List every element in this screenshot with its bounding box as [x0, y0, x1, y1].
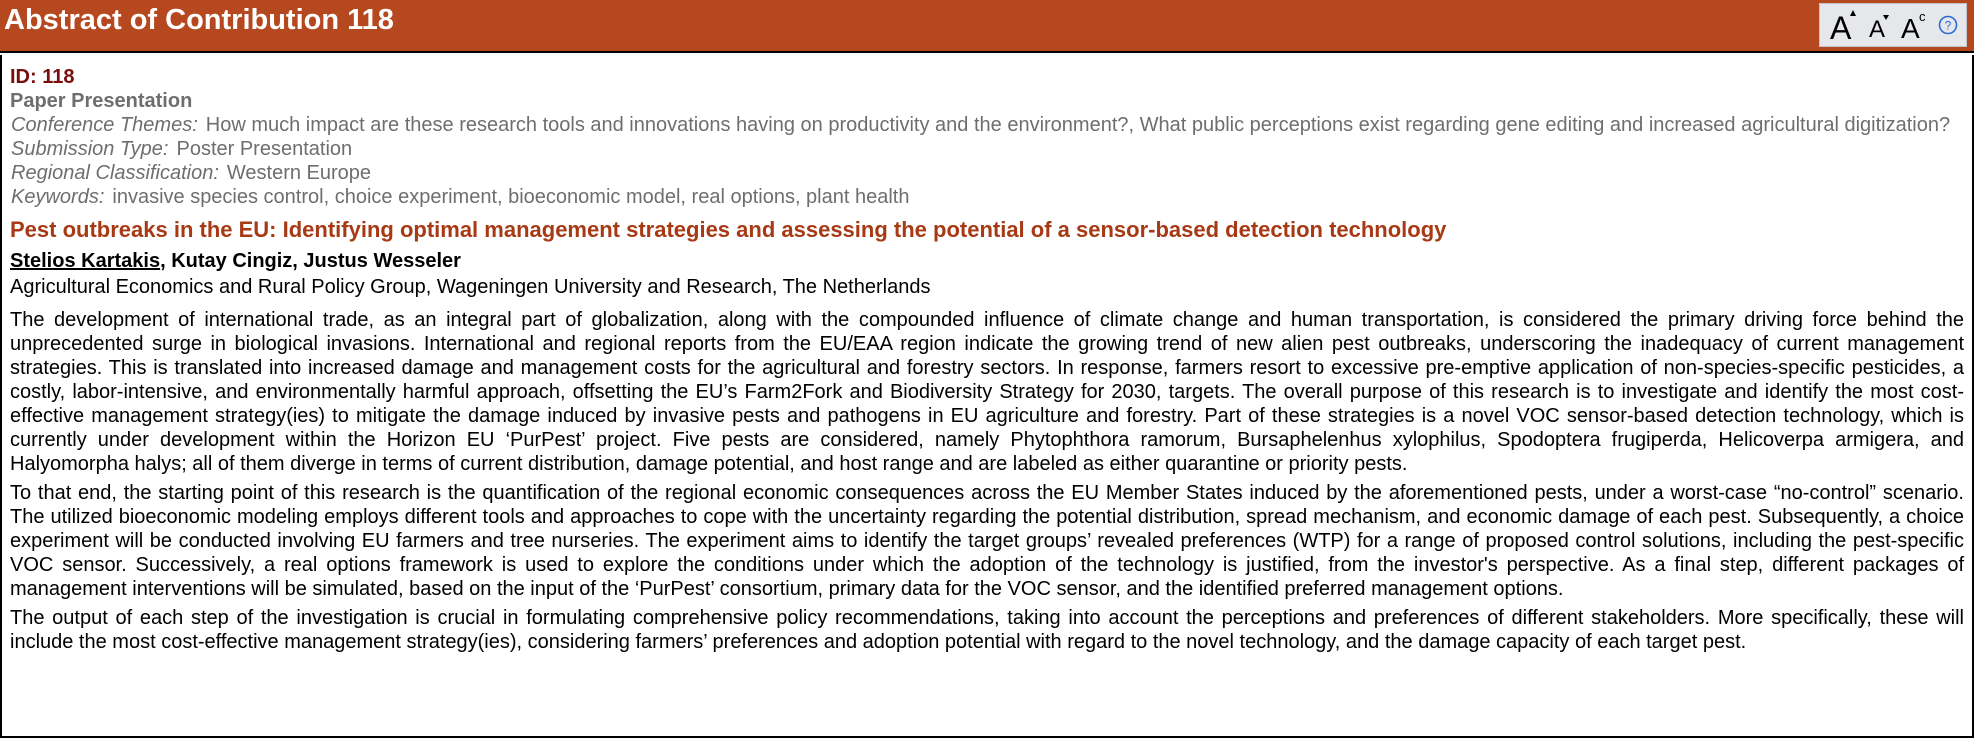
font-size-toolbar — [1819, 3, 1967, 47]
conference-themes — [10, 113, 1964, 137]
decrease-font-icon[interactable] — [1867, 10, 1891, 40]
submission-type-label: Submission Type: — [11, 138, 169, 160]
coauthors: , Kutay Cingiz, Justus Wesseler — [160, 250, 461, 272]
abstract-paragraph: The development of international trade, as an integral part of globalization, along with the compounded influence of climate change and human transportation, is considered the primary driving force behind the unprecedented surge in biological invasions. International and regional reports from the EU/EAA region indicate the growing trend of new alien pest outbreaks, underscoring the inadequacy of current management strategies. This is translated into increased damage and management costs for the agricultural and forestry sectors. In response, farmers resort to excessive pre-emptive application of non-species-specific pesticides, a costly, labor-intensive, and environmentally harmful approach, offsetting the EU’s Farm2Fork and Biodiversity Strategy for 2030, targets. The overall purpose of this research is to investigate and identify the most cost-effective management strategy(ies) to mitigate the damage induced by invasive pests and pathogens in EU agriculture and forestry. Part of these strategies is a novel VOC sensor-based detection technology, which is currently under development within the Horizon EU ‘PurPest’ project. Five pests are considered, namely Phytophthora ramorum, Bursaphelenhus xylophilus, Spodoptera frugiperda, Helicoverpa armigera, and Halyomorpha halys; all of them diverge in terms of current distribution, damage potential, and host range and are labeled as either quarantine or priority pests. — [10, 309, 1964, 475]
svg-text:A: A — [1901, 13, 1920, 41]
keywords-label: Keywords: — [11, 186, 105, 208]
keywords — [10, 185, 1964, 209]
help-icon[interactable] — [1938, 15, 1958, 35]
paper-title: Pest outbreaks in the EU: Identifying optimal management strategies and assessing the potential of a sensor-based detection technology — [10, 217, 1447, 242]
increase-font-icon[interactable] — [1828, 8, 1858, 42]
presenting-author: Stelios Kartakis — [10, 250, 161, 272]
abstract-paragraph: To that end, the starting point of this research is the quantification of the regional economic consequences across the EU Member States induced by the aforementioned pests, under a worst-case “no-control” scenario. The utilized bioeconomic modeling employs different tools and approaches to cope with the uncertainty regarding the potential distribution, spread mechanism, and economic damage of each pest. Subsequently, a choice experiment will be conducted involving EU farmers and tree nurseries. The experiment aims to identify the target groups’ revealed preferences (WTP) for a range of proposed control solutions, including the pest-specific VOC sensor. Successively, a real options framework is used to explore the conditions under which the adoption of the technology is justified, from the investor's perspective. As a final step, different packages of management interventions will be simulated, based on the input of the ‘PurPest’ consortium, primary data for the VOC sensor, and the identified preferred management options. — [10, 482, 1964, 600]
author-list — [10, 249, 1964, 273]
page-header — [0, 0, 1974, 53]
svg-text:A: A — [1868, 16, 1885, 40]
paper-id: ID: 118 — [10, 66, 75, 88]
regional-classification — [10, 161, 1964, 185]
abstract-text — [10, 308, 1964, 654]
svg-text:c: c — [1919, 9, 1926, 24]
submission-type-value: Poster Presentation — [176, 138, 353, 160]
svg-text:A: A — [1830, 10, 1852, 42]
reset-font-icon[interactable] — [1899, 9, 1929, 41]
conference-themes-label: Conference Themes: — [11, 114, 198, 136]
submission-type — [10, 137, 1964, 161]
regional-classification-label: Regional Classification: — [11, 162, 219, 184]
abstract-panel — [0, 55, 1974, 738]
abstract-paragraph: The output of each step of the investigation is crucial in formulating comprehensive policy recommendations, taking into account the perceptions and preferences of different stakeholders. More specifically, these will include the most cost-effective management strategy(ies), considering farmers’ preferences and adoption potential with regard to the novel technology, and the damage capacity of each target pest. — [10, 607, 1964, 653]
regional-classification-value: Western Europe — [226, 162, 372, 184]
affiliation: Agricultural Economics and Rural Policy Group, Wageningen University and Research, The Netherlands — [10, 276, 931, 298]
conference-themes-value: How much impact are these research tools and innovations having on productivity and the environment?, What public perceptions exist regarding gene editing and increased agricultural digitization? — [205, 114, 1951, 136]
paper-type: Paper Presentation — [10, 90, 193, 112]
svg-text:?: ? — [1944, 18, 1951, 33]
page-title: Abstract of Contribution 118 — [4, 4, 394, 36]
keywords-value: invasive species control, choice experiment, bioeconomic model, real options, plant health — [112, 186, 910, 208]
